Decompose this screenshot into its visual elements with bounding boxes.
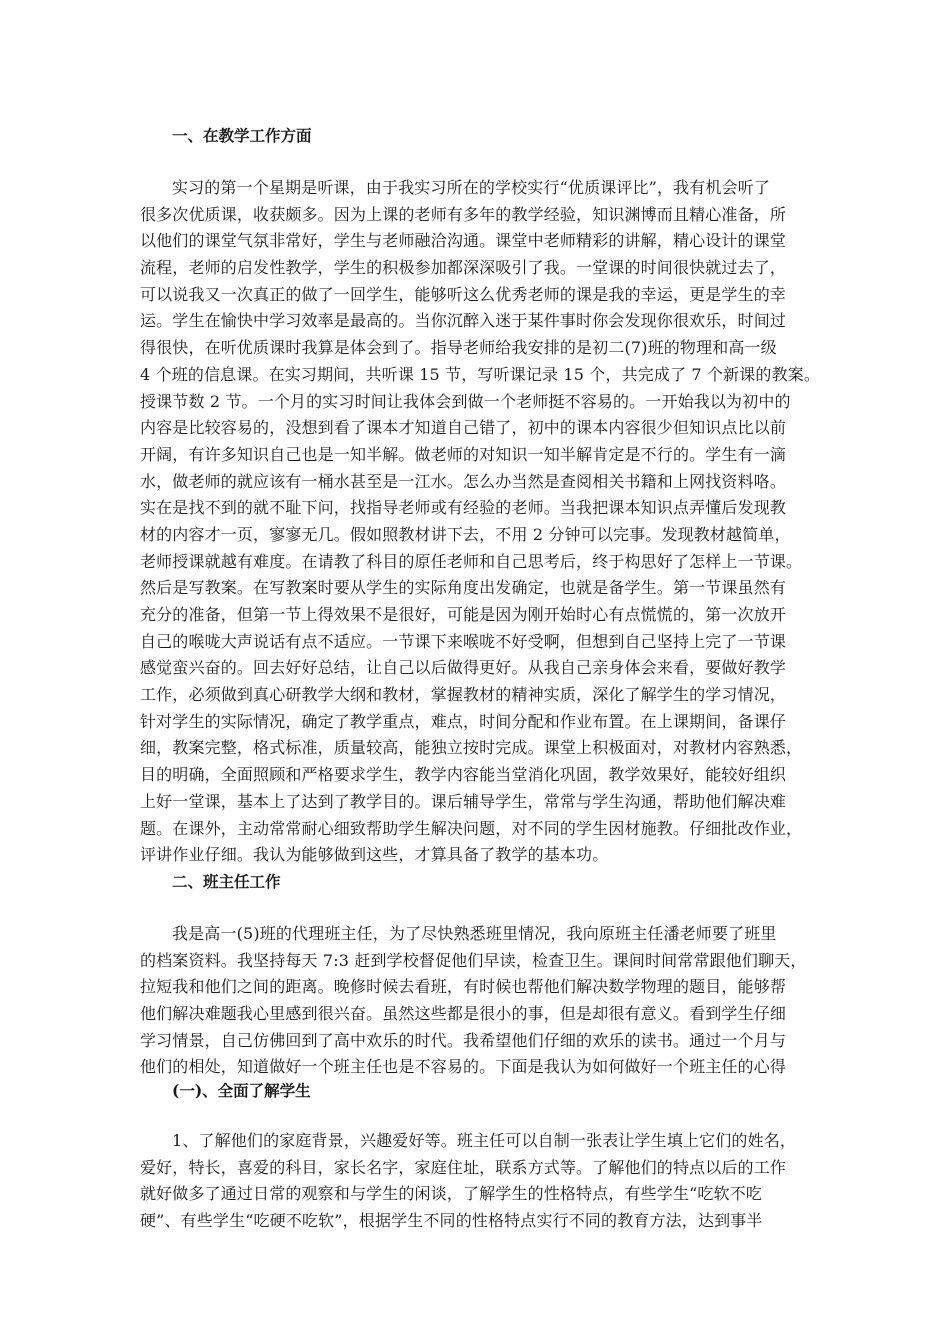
paragraph-line: 以他们的课堂气氛非常好，学生与老师融洽沟通。课堂中老师精彩的讲解，精心设计的课堂 — [140, 231, 787, 251]
section-heading-understand-students: (一)、全面了解学生 — [172, 1081, 311, 1100]
paragraph-line: 实在是找不到的就不耻下问，找指导老师或有经验的老师。当我把课本知识点弄懂后发现教 — [140, 498, 787, 518]
paragraph-line: 流程，老师的启发性教学，学生的积极参加都深深吸引了我。一堂课的时间很快就过去了， — [140, 258, 787, 278]
paragraph-line: 开阔，有许多知识自己也是一知半解。做老师的对知识一知半解肯定是不行的。学生有一滴 — [140, 444, 787, 464]
paragraph-line: 爱好，特长，喜爱的科目，家长名字，家庭住址，联系方式等。了解他们的特点以后的工作 — [140, 1157, 787, 1177]
paragraph-line: 自己的喉咙大声说话有点不适应。一节课下来喉咙不好受啊，但想到自己坚持上完了一节课 — [140, 631, 787, 651]
paragraph-line: 上好一堂课，基本上了达到了教学目的。课后辅导学生，常常与学生沟通，帮助他们解决难 — [140, 791, 787, 811]
paragraph-teaching — [140, 175, 820, 869]
section-heading-teaching: 一、在教学工作方面 — [172, 126, 312, 145]
paragraph-line: 材的内容才一页，寥寥无几。假如照教材讲下去，不用 2 分钟可以完事。发现教材越简单， — [140, 524, 791, 544]
paragraph-line: 就好做多了通过日常的观察和与学生的闲谈，了解学生的性格特点，有些学生“吃软不吃 — [140, 1184, 763, 1204]
paragraph-line: 学习情景，自己仿佛回到了高中欢乐的时代。我希望他们仔细的欢乐的读书。通过一个月与 — [140, 1030, 787, 1050]
paragraph-line: 他们解决难题我心里感到很兴奋。虽然这些都是很小的事，但是却很有意义。看到学生仔细 — [140, 1004, 787, 1024]
paragraph-line: 内容是比较容易的，没想到看了课本才知道自己错了，初中的课本内容很少但知识点比以前 — [140, 418, 787, 438]
paragraph-line: 针对学生的实际情况，确定了教学重点，难点，时间分配和作业布置。在上课期间，备课仔 — [140, 711, 787, 731]
paragraph-line: 可以说我又一次真正的做了一回学生，能够听这么优秀老师的课是我的幸运，更是学生的幸 — [140, 284, 787, 304]
paragraph-line: 充分的准备，但第一节上得效果不是很好，可能是因为刚开始时心有点慌慌的，第一次放开 — [140, 605, 787, 624]
paragraph-line: 细，教案完整，格式标准，质量较高，能独立按时完成。课堂上积极面对，对教材内容熟悉， — [140, 738, 803, 758]
paragraph-line: 实习的第一个星期是听课，由于我实习所在的学校实行“优质课评比”，我有机会听了 — [172, 178, 771, 197]
paragraph-line: 水，做老师的就应该有一桶水甚至是一江水。怎么办当然是查阅相关书籍和上网找资料咯。 — [140, 471, 787, 491]
paragraph-line: 题。在课外，主动常常耐心细致帮助学生解决问题，对不同的学生因材施教。仔细批改作业， — [140, 818, 803, 838]
paragraph-understand-students — [140, 1128, 820, 1235]
paragraph-homeroom — [140, 921, 820, 1081]
paragraph-line: 然后是写教案。在写教案时要从学生的实际角度出发确定，也就是备学生。第一节课虽然有 — [140, 578, 787, 598]
paragraph-line: 硬”、有些学生“吃硬不吃软”，根据学生不同的性格特点实行不同的教育方法，达到事半 — [140, 1211, 763, 1231]
paragraph-line: 评讲作业仔细。我认为能够做到这些，才算具备了教学的基本功。 — [140, 845, 609, 865]
section-heading-homeroom: 二、班主任工作 — [172, 872, 281, 891]
paragraph-line: 1、了解他们的家庭背景，兴趣爱好等。班主任可以自制一张表让学生填上它们的姓名， — [172, 1131, 797, 1150]
paragraph-line: 老师授课就越有难度。在请教了科目的原任老师和自己思考后，终于构思好了怎样上一节课。 — [140, 551, 803, 571]
paragraph-line: 他们的相处，知道做好一个班主任也是不容易的。下面是我认为如何做好一个班主任的心得 — [140, 1057, 787, 1077]
paragraph-line: 目的明确，全面照顾和严格要求学生，教学内容能当堂消化巩固，教学效果好，能较好组织 — [140, 765, 787, 785]
paragraph-line: 拉短我和他们之间的距离。晚修时候去看班，有时候也帮他们解决数学物理的题目，能够帮 — [140, 977, 787, 997]
paragraph-line: 工作，必须做到真心研教学大纲和教材，掌握教材的精神实质，深化了解学生的学习情况， — [140, 685, 787, 705]
paragraph-line: 得很快，在听优质课时我算是体会到了。指导老师给我安排的是初二(7)班的物理和高一级 — [140, 338, 777, 358]
paragraph-line: 很多次优质课，收获颇多。因为上课的老师有多年的教学经验，知识渊博而且精心准备，所 — [140, 204, 787, 224]
paragraph-line: 授课节数 2 节。一个月的实习时间让我体会到做一个老师挺不容易的。一开始我以为初中的 — [140, 391, 791, 411]
paragraph-line: 我是高一(5)班的代理班主任，为了尽快熟悉班里情况，我向原班主任潘老师要了班里 — [172, 924, 777, 943]
paragraph-line: 的档案资料。我坚持每天 7:3 赶到学校督促他们早读，检查卫生。课间时间常常跟他们聊天， — [140, 950, 807, 970]
paragraph-line: 感觉蛮兴奋的。回去好好总结，让自己以后做得更好。从我自己亲身体会来看，要做好教学 — [140, 658, 787, 678]
paragraph-line: 运。学生在愉快中学习效率是最高的。当你沉醉入迷于某件事时你会发现你很欢乐，时间过 — [140, 311, 787, 331]
paragraph-line: 4 个班的信息课。在实习期间，共听课 15 节，写听课记录 15 个，共完成了 7 个新课的教案。 — [140, 364, 821, 384]
